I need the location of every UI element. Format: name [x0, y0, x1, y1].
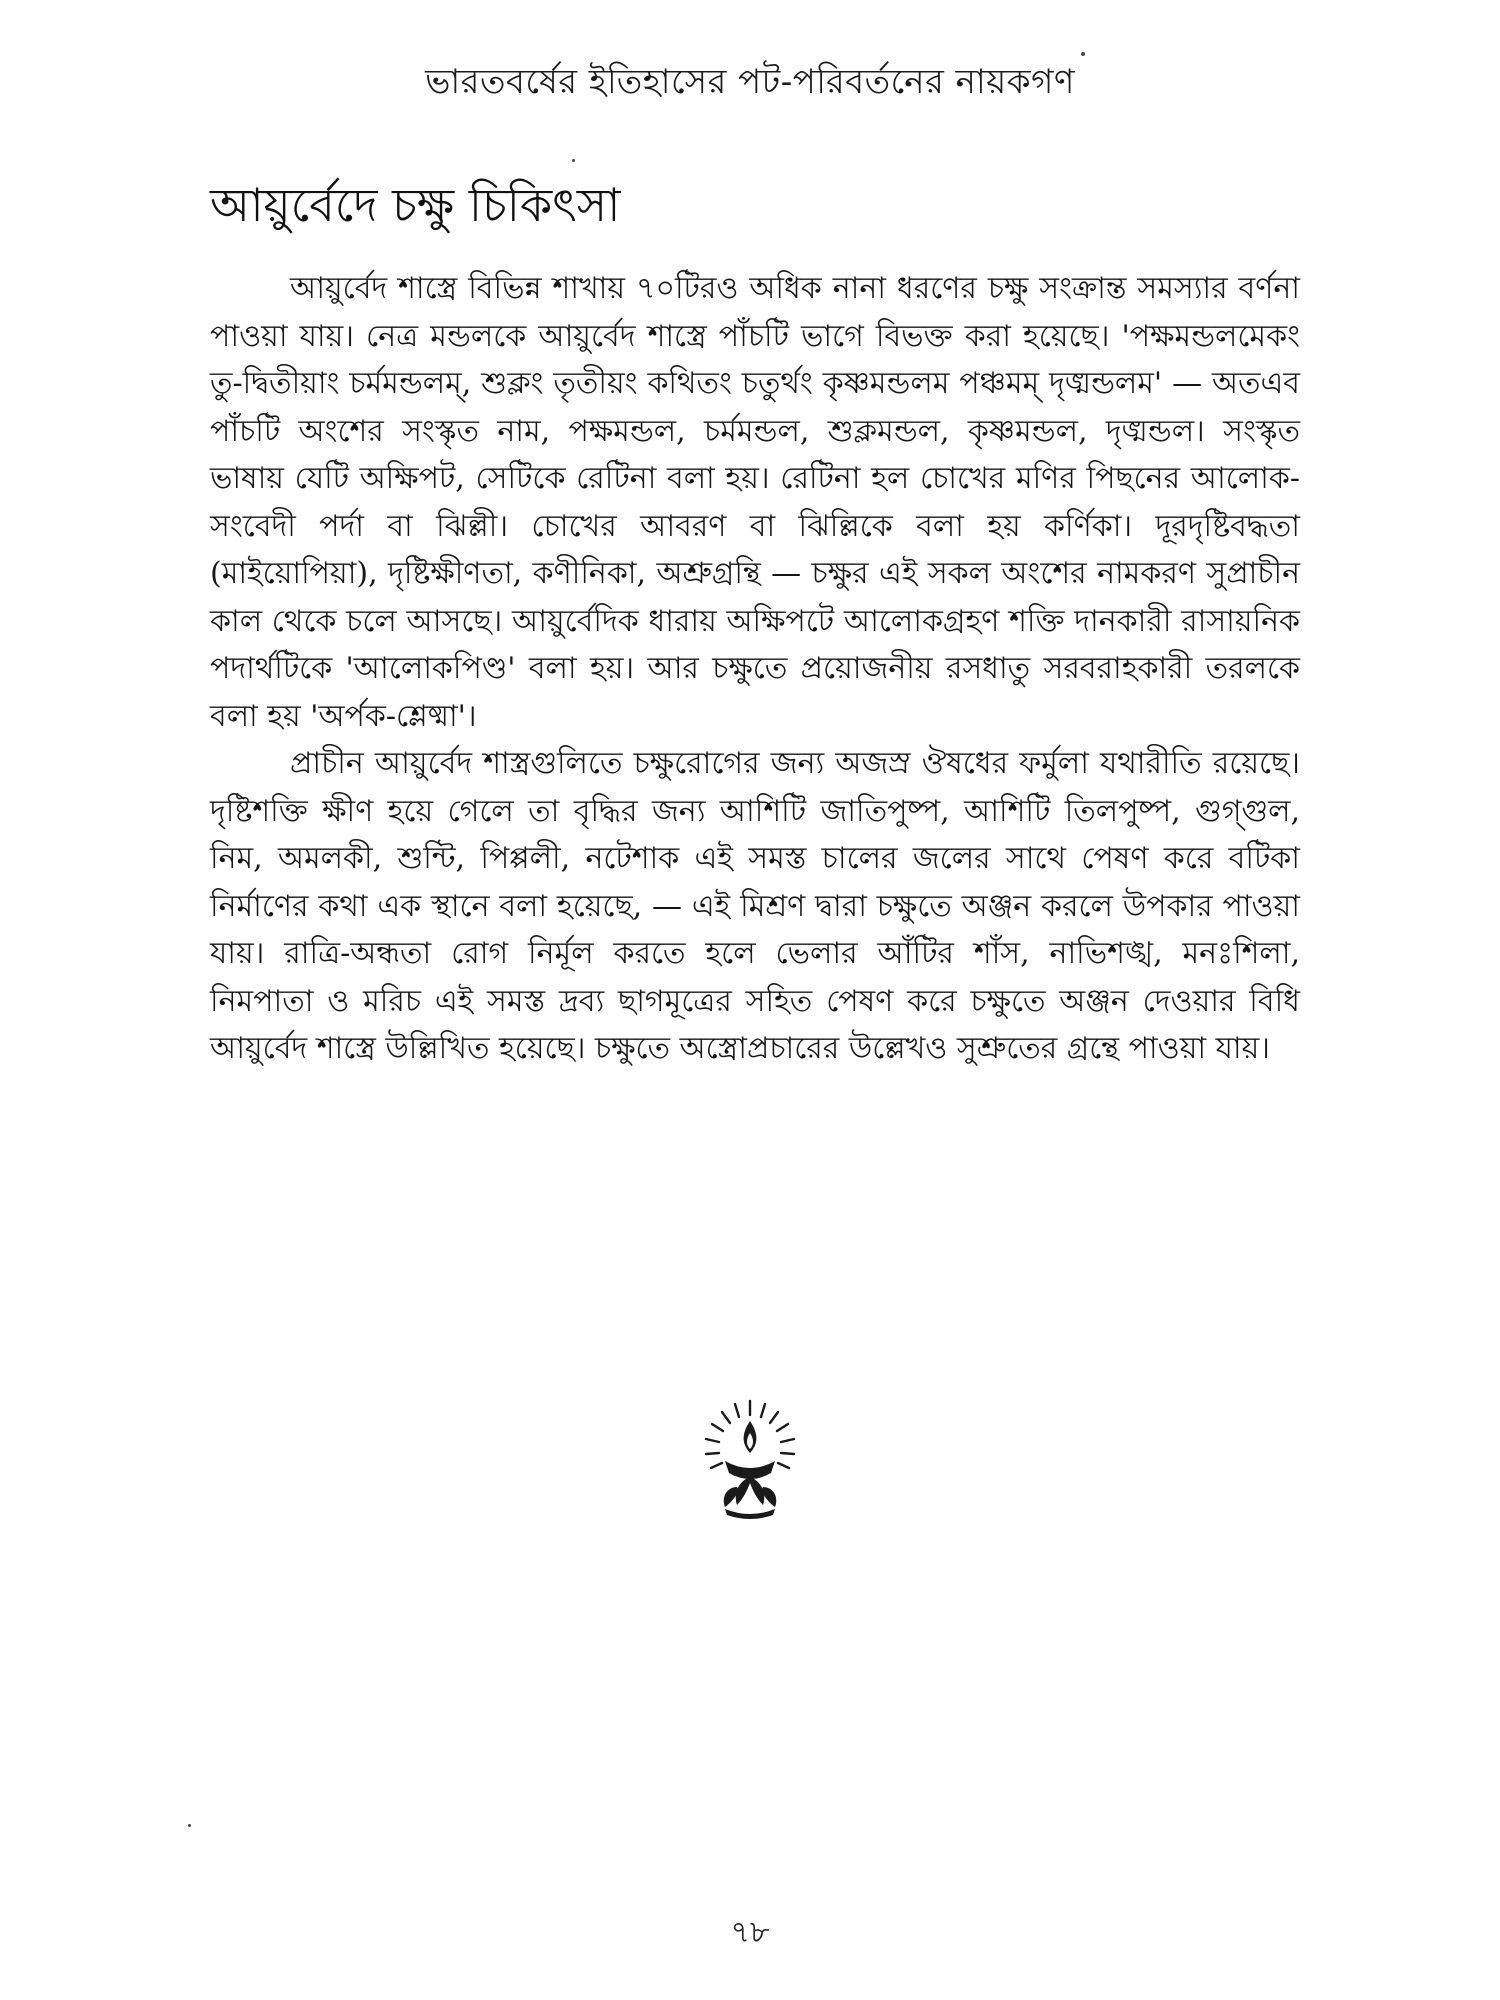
body-text: [210, 265, 1300, 1073]
paragraph-1: আয়ুর্বেদ শাস্ত্রে বিভিন্ন শাখায় ৭০টিরও অধিক নানা ধরণের চক্ষু সংক্রান্ত সমস্যার বর্ণনা পাওয়া যায়। নেত্র মন্ডলকে আয়ুর্বেদ শাস্ত্রে পাঁচটি ভাগে বিভক্ত করা হয়েছে। 'পক্ষমন্ডলমেকং তু-দ্বিতীয়াং চর্মমন্ডলম্, শুক্লং তৃতীয়ং কথিতং চতুর্থং কৃষ্ণমন্ডলম পঞ্চমম্ দৃঙ্মন্ডলম' — অতএব পাঁচটি অংশের সংস্কৃত নাম, পক্ষমন্ডল, চর্মমন্ডল, শুক্লমন্ডল, কৃষ্ণমন্ডল, দৃঙ্মন্ডল। সংস্কৃত ভাষায় যেটি অক্ষিপট, সেটিকে রেটিনা বলা হয়। রেটিনা হল চোখের মণির পিছনের আলোক-সংবেদী পর্দা বা ঝিল্লী। চোখের আবরণ বা ঝিল্লিকে বলা হয় কর্ণিকা। দূরদৃষ্টিবদ্ধতা (মাইয়োপিয়া), দৃষ্টিক্ষীণতা, কণীনিকা, অশ্রুগ্রন্থি — চক্ষুর এই সকল অংশের নামকরণ সুপ্রাচীন কাল থেকে চলে আসছে। আয়ুর্বেদিক ধারায় অক্ষিপটে আলোকগ্রহণ শক্তি দানকারী রাসায়নিক পদার্থটিকে 'আলোকপিণ্ড' বলা হয়। আর চক্ষুতে প্রয়োজনীয় রসধাতু সরবরাহকারী তরলকে বলা হয় 'অর্পক-শ্লেষ্মা'।: [210, 271, 1300, 734]
section-title: আয়ুর্বেদে চক্ষু চিকিৎসা: [210, 178, 621, 232]
paragraph-2: প্রাচীন আয়ুর্বেদ শাস্ত্রগুলিতে চক্ষুরোগের জন্য অজস্র ঔষধের ফর্মুলা যথারীতি রয়েছে। দৃষ্টিশক্তি ক্ষীণ হয়ে গেলে তা বৃদ্ধির জন্য আশিটি জাতিপুষ্প, আশিটি তিলপুষ্প, গুগ্গুল, নিম, অমলকী, শুন্টি, পিপ্পলী, নটেশাক এই সমস্ত চালের জলের সাথে পেষণ করে বটিকা নির্মাণের কথা এক স্থানে বলা হয়েছে, — এই মিশ্রণ দ্বারা চক্ষুতে অঞ্জন করলে উপকার পাওয়া যায়। রাত্রি-অন্ধতা রোগ নির্মূল করতে হলে ভেলার আঁটির শাঁস, নাভিশঙ্খ, মনঃশিলা, নিমপাতা ও মরিচ এই সমস্ত দ্রব্য ছাগমূত্রের সহিত পেষণ করে চক্ষুতে অঞ্জন দেওয়ার বিধি আয়ুর্বেদ শাস্ত্রে উল্লিখিত হয়েছে। চক্ষুতে অস্ত্রোপ্রচারের উল্লেখও সুশ্রুতের গ্রন্থে পাওয়া যায়।: [210, 746, 1300, 1066]
diya-lamp-svg: [695, 1395, 805, 1525]
scan-speck: [188, 1824, 191, 1827]
diya-lamp-icon: [695, 1395, 805, 1525]
page-number: ৭৮: [730, 1915, 770, 1950]
scan-speck: [572, 159, 575, 162]
scan-speck: [1081, 52, 1085, 56]
running-header: ভারতবর্ষের ইতিহাসের পট-পরিবর্তনের নায়কগণ: [425, 62, 1075, 102]
